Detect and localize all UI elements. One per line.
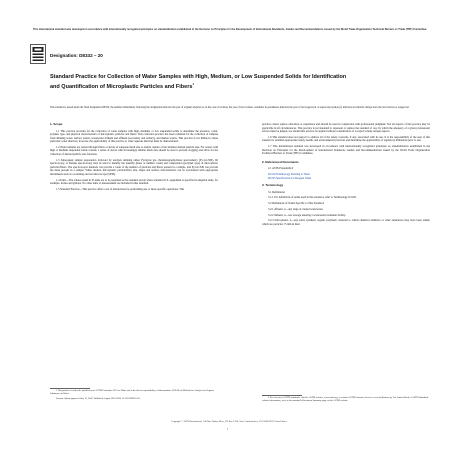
paragraph-1-2: 1.2 Water samples are passed through filters or sieves of adequate mesh size to enable capture of the smallest desired particle size. For waters with high or medium suspended solids content, a series of sieves with increasingly smaller mesh size should be used to prevent clogging and allow for the collection of desired particle size fractions. [50, 145, 218, 157]
footnotes-right [262, 395, 430, 405]
paragraph-1-4: 1.4 Units—The values stated in SI units are to be regarded as the standard except where standard U.S. equipment is specified in imperial units, for example, inches and gallons. No other units of measurement are included in this standard. [50, 178, 218, 186]
footnote-1: 1 This practice is under the jurisdiction of ASTM Committee D19 on Water and is the direct responsibility of Subcommittee D19.06 on Methods for Analysis for Organic Substances in Water. [50, 389, 214, 396]
paragraph-3-1-1: 3.1.1 For definitions of terms used in this standard, refer to Terminology D1129. [268, 196, 357, 200]
page-number: 1 [227, 428, 229, 431]
section-heading-scope: 1. Scope [50, 122, 63, 126]
footnotes-left [50, 388, 218, 403]
reference-title[interactable]: Specification for Reagent Water [276, 177, 312, 181]
section-heading-referenced-documents: 2. Referenced Documents [262, 159, 299, 164]
title-footnote-mark: 1 [192, 81, 195, 86]
paragraph-1-5: 1.5 Standard Practice—This practice offers a set of instructions for performing one or more specific operations. This [56, 187, 185, 191]
title-text: Standard Practice for Collection of Water Samples with High, Medium, or Low Suspended Solids for Identification and Quantification of Microplastic Particles and Fibers [50, 74, 347, 90]
paragraph-1-6: 1.6 This standard does not purport to address all of the safety concerns, if any, associated with its use. It is the responsibility of the user of this standard to establish appropriate safety, health, and environmental practices and determine the applicability of regulatory limitations prior to use. [262, 135, 430, 143]
paragraph-3-2-2: 3.2.2 influent, n—raw sewage entering a wastewater treatment facility. [268, 213, 346, 217]
footnote-2: 2 For referenced ASTM standards, visit the ASTM website, www.astm.org, or contact ASTM Customer Service at service@astm.org. For Annual Book of ASTM Standards volume information, refer to the standard's Document Summary page on the ASTM website. [262, 396, 429, 403]
reference-code[interactable]: D1129 [268, 173, 276, 177]
paragraph-3-2: 3.2 Definitions of Terms Specific to This Standard: [268, 202, 325, 206]
international-standard-notice: This international standard was developed in accordance with internationally recognized principles on standardization established in the Decision on Principles for the Development of International Standards, Guides and Recommendations issued by the World Trade Organization Technical Barriers to Trade (TBT) Committee. [32, 28, 428, 31]
astm-international-logo-icon [30, 44, 46, 64]
paragraph-1-3: 1.3 Subsequent sample preparation followed by analysis utilizing either Pyrolysis gas chromatography/mass spectrometry (Py-GC/MS), IR spectroscopy, or Raman spectroscopy may be used to identify the quantity (mass or number count) and composition (polymer type) of microplastic particles/fibers. The spectroscopic methods can provide a count of the number of particles and fibers present in a sample, and Py-GC/MS can provide the mass present in a sample. When desired, microplastic particle/fiber size, shape and surface characteristics can be ascertained with appropriate instruments such as a scanning electron microscope (SEM). [50, 158, 218, 176]
paragraph-1-7: 1.7 This international standard was developed in accordance with internationally recognized principles on standardization established in the Decision on Principles for the Development of International Standards, Guides and Recommendations issued by the World Trade Organization Technical Barriers to Trade (TBT) Committee. [262, 145, 430, 156]
document-title [50, 74, 350, 90]
footnote-edition: Current edition approved July 15, 2020. Published August 2020. DOI: 10.1520/D8332-20. [56, 397, 141, 401]
paragraph-2-1: 2.1 ASTM Standards:2 [268, 167, 294, 171]
paragraph-3-2-1: 3.2.1 effluent, n—any stage of treated wastewater. [268, 207, 324, 211]
paragraph-1-1: 1.1 This practice provides for the collection of water samples with high, medium, or low suspended solids to determine the presence, count, polymer type, and physical characteristics of microplastic particles and fibers. This collection practice has been validated for the collection of samples from drinking water, surface waters, wastewater influent and effluent (secondary and tertiary), and marine waters. This practice is not limited to these particular water matrices; however, the applicability of this practice to other aqueous matrices must be demonstrated. [50, 129, 218, 144]
astm-logo-graphic-icon [30, 44, 46, 64]
reference-code[interactable]: D1193 [268, 177, 276, 181]
paragraph-3-2-3: 3.2.3 microplastic, n—any solid, synthetic organic polymeric material to which chemical additives or other substances may have been added, which are particles <5 mm in their [262, 219, 430, 226]
left-column [50, 123, 218, 194]
section-heading-terminology: 3. Terminology [262, 183, 284, 188]
copyright-notice: Copyright © ASTM International, 100 Barr Harbor Drive, PO Box C700, West Conshohocken, PA 19428-2959. United States [171, 421, 287, 423]
reference-title[interactable]: Terminology Relating to Water [276, 173, 311, 177]
paragraph-1-5-continued: practice cannot replace education or experience and should be used in conjunction with professional judgment. Not all aspects of this practice may be applicable in all circumstances. This practice is not intended to represent or replace the standard of care by which the adequacy of a given professional service must be judged, nor should this practice be applied without consideration of a project's many unique aspects. [262, 123, 430, 134]
right-column [262, 123, 430, 229]
paragraph-3-1: 3.1 Definitions: [268, 190, 286, 194]
standard-issuance-notice: This standard is issued under the fixed designation D8332; the number immediately following the designation indicates the year of original adoption or, in the case of revision, the year of last revision. A number in parentheses indicates the year of last reapproval. A superscript epsilon (ε) indicates an editorial change since the last revision or reapproval. [50, 106, 410, 109]
designation: Designation: D8332 – 20 [50, 53, 103, 58]
